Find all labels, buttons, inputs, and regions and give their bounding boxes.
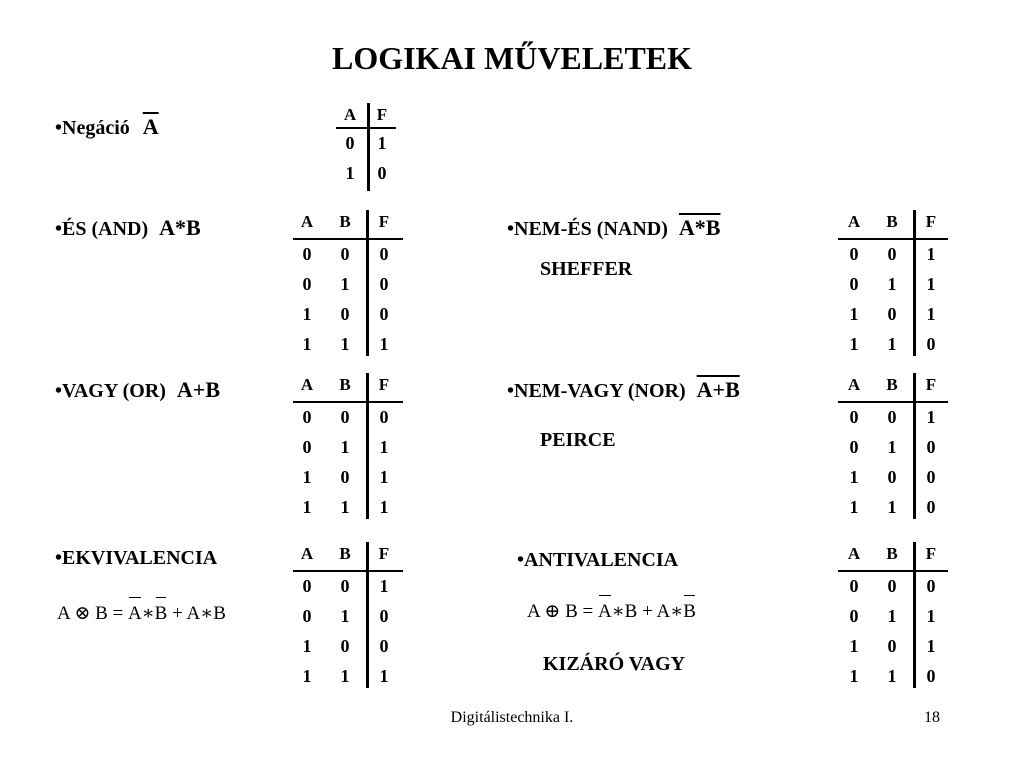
table-row [293,240,403,270]
table-row [838,572,948,602]
table-cell: 0 [379,636,389,656]
table-cell: 0 [379,606,389,626]
table-row [293,602,403,632]
table-cell: 1 [302,467,312,487]
negation-label [55,114,159,141]
table-cell: 1 [887,274,897,294]
header-cell: B [339,212,351,231]
table-header [838,210,948,240]
table-cell: 0 [849,606,859,626]
table-header [293,542,403,572]
table-cell: 0 [340,636,350,656]
table-cell: 0 [849,437,859,457]
equivalence-formula [57,602,226,626]
table-cell: 1 [302,497,312,517]
antivalence-truth-table [838,542,948,692]
table-cell: 0 [377,163,387,183]
table-cell: 1 [926,636,936,656]
table-cell: 0 [302,407,312,427]
table-cell: 0 [379,407,389,427]
table-cell: 1 [926,606,936,626]
and-label-text: •ÉS (AND) [55,218,149,240]
table-cell: 0 [887,407,897,427]
nand-label [507,215,720,242]
header-cell: B [886,375,898,394]
table-cell: 0 [887,636,897,656]
table-cell: 0 [340,407,350,427]
header-cell: F [925,375,937,394]
header-cell: A [847,212,861,231]
table-row [838,493,948,523]
table-cell: 1 [926,407,936,427]
antivalence-alias: KIZÁRÓ VAGY [543,653,686,675]
formula-var: A [186,603,201,624]
formula-var: A [527,601,540,622]
table-row [838,270,948,300]
table-cell: 1 [340,437,350,457]
table-cell: 1 [302,666,312,686]
formula-plus: + [642,601,653,622]
table-cell: 1 [926,244,936,264]
table-cell: 0 [926,497,936,517]
table-cell: 0 [849,407,859,427]
table-cell: 1 [379,576,389,596]
table-cell: 1 [379,497,389,517]
table-row [838,240,948,270]
header-cell: F [378,212,390,231]
table-row [838,602,948,632]
table-cell: 0 [302,606,312,626]
table-cell: 0 [926,437,936,457]
table-row [838,632,948,662]
table-cell: 1 [302,636,312,656]
table-cell: 1 [340,274,350,294]
table-row [293,463,403,493]
table-row [838,463,948,493]
nand-truth-table [838,210,948,360]
formula-var: A [57,603,70,624]
table-cell: 1 [340,606,350,626]
table-header [293,210,403,240]
formula-var: B [624,601,638,622]
formula-negated-var: B [154,603,168,624]
table-cell: 0 [340,576,350,596]
nor-alias: PEIRCE [540,429,616,451]
table-row [838,330,948,360]
header-cell: A [847,544,861,563]
table-header [336,103,396,129]
table-row [293,300,403,330]
table-cell: 0 [340,244,350,264]
formula-times: ∗ [141,603,155,624]
table-header [838,373,948,403]
header-cell: A [343,105,357,124]
table-cell: 1 [887,497,897,517]
header-cell: B [339,375,351,394]
table-row [293,572,403,602]
table-cell: 1 [887,606,897,626]
footer-course: Digitálistechnika I. [450,709,574,726]
header-cell: F [376,105,388,124]
table-row [293,403,403,433]
table-cell: 1 [926,304,936,324]
formula-negated-var: A [598,601,612,622]
table-cell: 1 [340,497,350,517]
table-header [293,373,403,403]
table-cell: 0 [849,576,859,596]
formula-operator: ⊗ [74,603,91,624]
table-cell: 0 [379,274,389,294]
table-cell: 0 [379,304,389,324]
table-cell: 0 [302,437,312,457]
antivalence-label: •ANTIVALENCIA [517,549,679,571]
table-row [838,433,948,463]
table-cell: 1 [379,334,389,354]
header-cell: A [847,375,861,394]
table-cell: 0 [887,467,897,487]
header-cell: B [886,544,898,563]
table-cell: 1 [849,666,859,686]
table-cell: 1 [887,437,897,457]
table-cell: 1 [340,334,350,354]
table-cell: 1 [849,636,859,656]
and-truth-table [293,210,403,360]
formula-plus: + [172,603,183,624]
formula-equals: = [582,601,594,622]
nand-label-text: •NEM-ÉS (NAND) [507,218,668,240]
table-cell: 1 [849,304,859,324]
table-cell: 0 [302,576,312,596]
table-cell: 1 [377,133,387,153]
nand-expression: A*B [678,215,721,240]
header-cell: F [378,375,390,394]
table-cell: 1 [849,467,859,487]
table-cell: 1 [379,467,389,487]
table-cell: 1 [345,163,355,183]
table-cell: 1 [887,334,897,354]
table-cell: 0 [887,576,897,596]
table-cell: 1 [379,666,389,686]
or-truth-table [293,373,403,523]
nor-label [507,377,740,404]
antivalence-formula [527,600,696,624]
page-title: LOGIKAI MŰVELETEK [331,40,693,76]
formula-operator: ⊕ [544,601,561,622]
table-cell: 0 [849,274,859,294]
header-cell: F [925,544,937,563]
nand-alias: SHEFFER [540,258,633,280]
table-cell: 0 [926,576,936,596]
table-row [293,330,403,360]
table-cell: 1 [849,497,859,517]
table-cell: 1 [926,274,936,294]
page-number: 18 [924,709,940,726]
nor-truth-table [838,373,948,523]
or-label-text: •VAGY (OR) [55,380,166,402]
nor-expression: A+B [696,377,740,402]
table-cell: 0 [345,133,355,153]
table-cell: 1 [379,437,389,457]
table-cell: 0 [887,244,897,264]
formula-var: B [565,601,578,622]
table-cell: 0 [302,274,312,294]
table-cell: 0 [926,467,936,487]
table-row [838,662,948,692]
formula-negated-var: B [683,601,696,622]
header-cell: B [886,212,898,231]
negation-expression: $\overline{A}$ [142,114,159,139]
header-cell: A [300,212,314,231]
formula-times: ∗ [611,601,625,622]
table-cell: 0 [340,304,350,324]
header-cell: B [339,544,351,563]
table-row [838,403,948,433]
or-expression: A+B [176,377,220,402]
table-header [838,542,948,572]
table-row [293,632,403,662]
negation-label-text: •Negáció [55,117,130,139]
table-cell: 0 [926,666,936,686]
equivalence-truth-table [293,542,403,692]
table-cell: 1 [302,304,312,324]
header-cell: A [300,544,314,563]
and-expression: A*B [159,215,201,240]
nor-label-text: •NEM-VAGY (NOR) [507,380,686,402]
formula-var: B [213,603,226,624]
table-row [293,270,403,300]
or-label [55,377,220,404]
negation-truth-table [336,103,396,189]
formula-times: ∗ [200,603,214,624]
table-cell: 1 [302,334,312,354]
table-row [838,300,948,330]
table-row [293,662,403,692]
formula-var: A [656,601,671,622]
table-cell: 0 [379,244,389,264]
formula-equals: = [112,603,124,624]
header-cell: F [378,544,390,563]
formula-var: B [95,603,108,624]
table-cell: 0 [926,334,936,354]
header-cell: A [300,375,314,394]
equivalence-label: •EKVIVALENCIA [55,547,218,569]
header-cell: F [925,212,937,231]
table-row [293,433,403,463]
table-row [336,129,396,159]
formula-times: ∗ [670,601,684,622]
table-cell: 1 [849,334,859,354]
formula-negated-var: A [128,603,142,624]
table-cell: 0 [302,244,312,264]
table-row [293,493,403,523]
table-row [336,159,396,189]
and-label [55,215,201,242]
table-cell: 0 [887,304,897,324]
table-cell: 1 [887,666,897,686]
table-cell: 1 [340,666,350,686]
table-cell: 0 [340,467,350,487]
table-cell: 0 [849,244,859,264]
